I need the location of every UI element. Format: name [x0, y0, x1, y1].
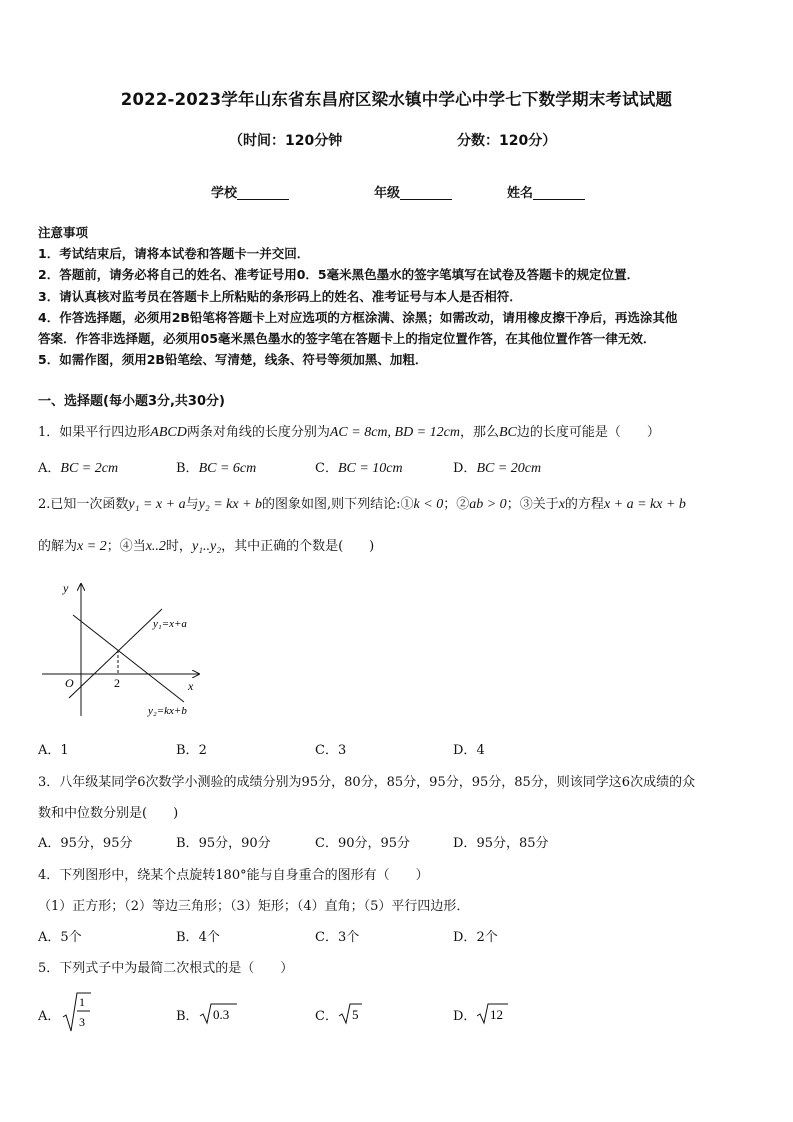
option-label: B．: [176, 836, 199, 851]
q5-option-a-label: A．: [38, 1009, 61, 1024]
q1-text: 两条对角线的长度分别为: [186, 425, 330, 440]
question-4-line-2: （1）正方形；（2）等边三角形；（3）矩形；（4）直角；（5）平行四边形．: [38, 899, 470, 914]
q2-equation: x + a = kx + b: [603, 497, 686, 512]
question-3-line-2: 数和中位数分别是( ): [38, 806, 179, 821]
q5-option-d-label: D．: [453, 1009, 477, 1024]
q1-condition: AC = 8cm, BD = 12cm: [329, 425, 460, 440]
option-label: A．: [38, 743, 61, 758]
name-field: [507, 182, 585, 201]
q1-text: ，那么: [459, 425, 499, 440]
q2-cond-4: x..2: [145, 539, 166, 554]
option-label: B．: [176, 743, 199, 758]
grade-label: 年级: [374, 186, 401, 201]
q1-bc: BC: [498, 425, 517, 440]
radicand-numerator: 1: [79, 995, 85, 1009]
q4-option-d: [453, 926, 498, 945]
q5-option-b-radical: [199, 1001, 239, 1025]
q4-option-c: [315, 926, 359, 945]
q3-option-d: [453, 832, 549, 851]
radicand: 12: [490, 1007, 503, 1022]
option-label: A．: [38, 461, 61, 476]
q2-text: 的解为: [38, 539, 78, 554]
question-3-line-1: 3．八年级某同学6次数学小测验的成绩分别为95分，80分，85分，95分，95分，85分，则该同学这6次成绩的众: [38, 775, 696, 790]
origin-label: O: [65, 676, 74, 690]
q2-text: ；④当: [106, 539, 146, 554]
q2-cond-1: k < 0: [413, 497, 444, 512]
q5-option-c-label: C．: [315, 1009, 338, 1024]
name-label: 姓名: [507, 186, 534, 201]
q2-option-b: [176, 739, 207, 758]
q2-text: 与: [185, 497, 199, 512]
radicand-denominator: 3: [79, 1015, 85, 1029]
q3-option-b: [176, 832, 271, 851]
q1-text: 1．如果平行四边形: [38, 425, 151, 440]
option-expr: BC = 2cm: [60, 461, 119, 476]
question-2-line-2: [38, 535, 374, 555]
tick-label: 2: [114, 676, 120, 690]
q1-option-a: [38, 457, 118, 477]
radicand: 5: [352, 1007, 359, 1022]
option-label: A．: [38, 836, 61, 851]
q2-func-2: y₂ = kx + b: [198, 497, 263, 512]
option-text: 95分，95分: [60, 836, 133, 851]
q2-text: 的图象如图,则下列结论:①: [262, 497, 414, 512]
page-title: 2022-2023学年山东省东昌府区梁水镇中学心中学七下数学期末考试试题: [120, 90, 673, 109]
q2-text: ；②: [443, 497, 470, 512]
option-text: 3: [337, 743, 347, 758]
q2-func-1: y₁ = x + a: [128, 497, 186, 512]
grade-blank: [400, 186, 452, 200]
radicand: 0.3: [213, 1007, 230, 1022]
option-label: D．: [453, 461, 477, 476]
q2-option-d: [453, 739, 485, 758]
option-text: 1: [60, 743, 69, 758]
exam-score: 分数：120分）: [457, 133, 557, 149]
q5-option-b-label: B．: [176, 1009, 199, 1024]
q3-option-c: [315, 832, 410, 851]
notice-item: 2．答题前，请务必将自己的姓名、准考证号用0．5毫米黑色墨水的签字笔填写在试卷及答题卡的规定位置．: [38, 267, 640, 282]
option-label: A．: [38, 930, 61, 945]
option-label: D．: [453, 836, 477, 851]
notice-item: 3．请认真核对监考员在答题卡上所粘贴的条形码上的姓名、准考证号与本人是否相符．: [38, 289, 522, 304]
q2-text: 的方程: [564, 497, 604, 512]
option-text: 95分，85分: [476, 836, 549, 851]
notice-item: 1．考试结束后，请将本试卷和答题卡一并交回．: [38, 246, 310, 261]
school-label: 学校: [211, 186, 238, 201]
question-5: 5．下列式子中为最简二次根式的是（ ）: [38, 961, 294, 976]
q1-abcd: ABCD: [150, 425, 187, 440]
q1-option-d: [453, 457, 541, 477]
q1-option-c: [315, 457, 403, 477]
option-label: C．: [315, 930, 338, 945]
option-text: 90分，95分: [337, 836, 411, 851]
radical-sign-icon: [339, 1004, 362, 1023]
notice-heading: 注意事项: [38, 225, 89, 240]
option-text: 95分，90分: [198, 836, 271, 851]
q2-option-c: [315, 739, 346, 758]
option-label: D．: [453, 930, 477, 945]
option-expr: BC = 6cm: [198, 461, 257, 476]
line-y2-label: y₂=kx+b: [148, 705, 187, 717]
q2-text: 2.已知一次函数: [38, 497, 129, 512]
q2-option-a: [38, 739, 69, 758]
q2-function-graph: [36, 574, 211, 724]
question-1: [38, 421, 660, 441]
x-axis-label: x: [188, 679, 194, 693]
option-label: C．: [315, 836, 338, 851]
q4-option-a: [38, 926, 82, 945]
question-2-line-1: [38, 493, 686, 513]
q2-cond-2: ab > 0: [469, 497, 507, 512]
q2-var-x: x: [558, 497, 565, 512]
radical-sign-icon: [63, 993, 91, 1031]
option-text: 4个: [198, 930, 220, 945]
line-y1-label: y₁=x+a: [153, 618, 187, 630]
section-heading: 一、选择题(每小题3分,共30分): [38, 394, 225, 409]
school-blank: [237, 186, 289, 200]
q1-option-b: [176, 457, 256, 477]
y-axis-label: y: [63, 581, 69, 595]
q5-option-a-radical: [62, 991, 92, 1035]
q5-option-d-radical: [476, 1001, 510, 1025]
name-blank: [533, 186, 585, 200]
grade-field: [374, 182, 452, 201]
option-text: 3个: [337, 930, 360, 945]
option-label: B．: [176, 461, 199, 476]
q2-text: 时，: [165, 539, 192, 554]
option-text: 2个: [476, 930, 498, 945]
notice-item: 答案．作答非选择题，必须用05毫米黑色墨水的签字笔在答题卡上的指定位置作答，在其他位置作答一律无效．: [38, 331, 656, 346]
q2-text: ，其中正确的个数是( ): [221, 539, 375, 554]
option-text: 4: [476, 743, 485, 758]
school-field: [211, 182, 289, 201]
q5-option-c-radical: [338, 1001, 364, 1025]
option-text: 2: [198, 743, 207, 758]
notice-item: 4．作答选择题，必须用2B铅笔将答题卡上对应选项的方框涂满、涂黑；如需改动，请用橡皮擦干净后，再选涂其他: [38, 310, 678, 325]
option-label: C．: [315, 461, 338, 476]
q2-result-4: y₁..y₂: [191, 539, 222, 554]
q1-text: 边的长度可能是（ ）: [516, 425, 660, 440]
option-label: C．: [315, 743, 338, 758]
option-text: 5个: [60, 930, 82, 945]
question-4-line-1: 4．下列图形中，绕某个点旋转180°能与自身重合的图形有（ ）: [38, 868, 429, 883]
option-label: B．: [176, 930, 199, 945]
option-label: D．: [453, 743, 477, 758]
exam-time: （时间：120分钟: [229, 133, 343, 149]
q2-text: ；③关于: [506, 497, 559, 512]
option-expr: BC = 10cm: [337, 461, 403, 476]
q3-option-a: [38, 832, 132, 851]
notice-item: 5．如需作图，须用2B铅笔绘、写清楚，线条、符号等须加黑、加粗．: [38, 352, 428, 367]
q2-solution: x = 2: [77, 539, 107, 554]
option-expr: BC = 20cm: [476, 461, 542, 476]
q4-option-b: [176, 926, 220, 945]
